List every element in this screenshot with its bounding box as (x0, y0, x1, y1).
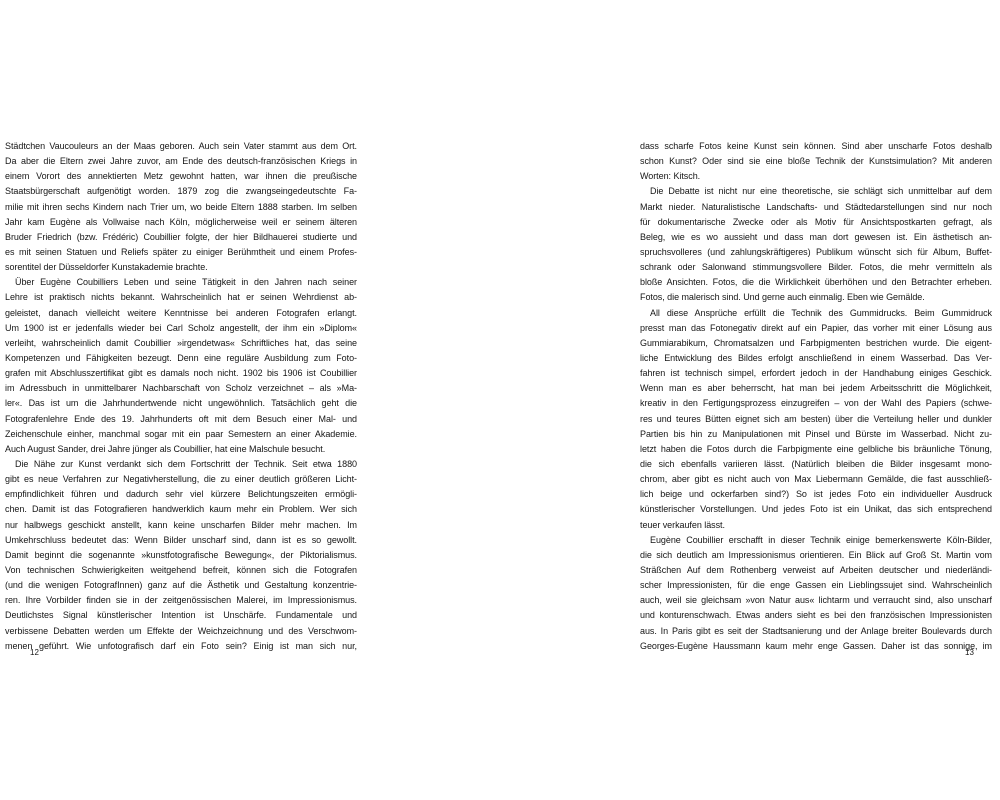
text-line: Markt nieder. Naturalistische Landschafts- und Städtedarstellungen sind nur noch (640, 201, 992, 212)
text-line: liche Entwicklung des Bildes erfolgt anschließend in einem Wasserbad. Das Ver- (640, 352, 992, 363)
text-line: die sich ebenfalls variieren lässt. (Natürlich bleiben die Bilder insgesamt mono- (640, 458, 992, 469)
text-line: Auch August Sander, drei Jahre jünger als Coubillier, hat eine Malschule besucht. (5, 443, 326, 454)
text-line: Jahr kam Eugène als Vollwaise nach Köln, möglicherweise weil er seinem älteren (5, 216, 357, 227)
text-line: auch, weil sie gleichsam »von Natur aus« lichtarm und verraucht sind, also unscharf (640, 595, 992, 606)
text-line: Bruder Friedrich (bzw. Frédéric) Coubillier folgte, der hier Bildhauerei studierte und (5, 231, 357, 242)
text-line: fahren ist technisch simpel, erfordert jedoch in der Handhabung einiges Geschick. (640, 368, 992, 379)
text-line: Die Debatte ist nicht nur eine theoretische, sie schlägt sich unmittelbar auf dem (650, 186, 992, 197)
page-number: 13 (965, 648, 974, 657)
right-page (500, 0, 1000, 800)
text-line: Von technischen Schwierigkeiten weitgehend befreit, können sich die Fotografen (5, 564, 357, 575)
text-line: (und die wenigen FotografInnen) ganz auf die Ästhetik und Gestaltung konzentrie- (5, 580, 357, 591)
text-line: empfindlichkeit führen und dadurch sehr viel kürzere Belichtungszeiten ermögli- (5, 489, 357, 500)
text-line: Sträßchen Auf dem Rothenberg verweist auf Arbeiten deutscher und niederländi- (640, 564, 992, 575)
text-line: res und teures Bütten eignet sich am besten) über die Verteilung heller und dunkler (640, 413, 992, 424)
text-line: Wenn man es aber beherrscht, hat man bei jedem Arbeitsschritt die Möglichkeit, (640, 383, 992, 394)
text-line: Eugène Coubillier erschafft in dieser Technik einige bemerkenswerte Köln-Bilder, (650, 534, 992, 545)
text-line: bloße Ansichten. Fotos, die die Wirklichkeit überhöhen und den Betrachter erheben. (640, 277, 992, 288)
text-line: Lehre ist praktisch nichts bekannt. Wahrscheinlich hat er seinen Wehrdienst ab- (5, 292, 357, 303)
text-line: Beleg, wie es wo aussieht und dass man dort gewesen ist. Ein ästhetisch an- (640, 231, 992, 242)
text-line: Damit beginnt die sogenannte »kunstfotografische Bewegung«, der Piktorialismus. (5, 549, 357, 560)
text-line: und konturenschwach. Etwas anders sieht es bei den französischen Impressionisten (640, 610, 992, 621)
text-line: Staatsbürgerschaft aufgenötigt worden. 1879 zog die zwangseingedeutschte Fa- (5, 186, 357, 197)
text-line: Fotos, die malerisch sind. Und gerne auch einmalig. Eben wie Gemälde. (640, 292, 925, 303)
text-line: gibt es neue Verfahren zur Negativherstellung, die zu einer deutlich größeren Licht- (5, 474, 357, 485)
text-line: spruchsvolleres (und zahlungskräftigeres) Publikum wünscht sich für Album, Buffet- (640, 246, 992, 257)
text-line: Umkehrschluss bedeutet das: Wenn Bilder unscharf sind, dann ist es so gewollt. (5, 534, 357, 545)
text-line: Über Eugène Coubilliers Leben und seine Tätigkeit in den Jahren nach seiner (15, 277, 357, 288)
text-line: aus. In Paris gibt es seit der Stadtsanierung und der Anlage breiter Boulevards durch (640, 625, 992, 636)
text-line: letzt haben die Fotos durch die Farbpigmente eine gelbliche bis bräunliche Tönung, (640, 443, 992, 454)
text-line: Da aber die Eltern zwei Jahre zuvor, am Ende des deutsch-französischen Kriegs in (5, 156, 357, 167)
text-line: milie mit ihren sechs Kindern nach Trier um, wo beide Eltern 1888 starben. Im selben (5, 201, 357, 212)
text-line: grafen mit Abschlusszertifikat gibt es damals noch nicht. 1902 bis 1906 ist Coubillier (5, 368, 357, 379)
text-line: schrank oder Salonwand stimmungsvollere Bilder. Fotos, die mehr vermitteln als (640, 262, 992, 273)
text-line: ler«. Das ist um die Jahrhundertwende nicht ungewöhnlich. Tatsächlich geht die (5, 398, 357, 409)
text-line: Städtchen Vaucouleurs an der Maas geboren. Auch sein Vater stammt aus dem Ort. (5, 141, 357, 151)
text-line: chrom, aber gibt es nicht auch von Max Liebermann Gemälde, die fast ausschließ- (640, 474, 992, 485)
left-text-column (5, 139, 357, 654)
text-line: einem Vorort des annektierten Metz gewohnt hatten, war ihnen die preußische (5, 171, 357, 182)
text-line: geleistet, danach vielleicht weitere Kenntnisse bei anderen Fotografen erlangt. (5, 307, 357, 318)
text-line: es mit seinen Statuen und Reliefs später zu einiger Berühmtheit und einem Profes- (5, 246, 357, 257)
text-line: im Adressbuch in unmittelbarer Nachbarschaft von Scholz verzeichnet – als »Ma- (5, 383, 357, 394)
text-line: Deutlichstes Signal künstlerischer Intention ist Unschärfe. Fundamentale und (5, 610, 357, 621)
text-line: Die Nähe zur Kunst verdankt sich dem Fortschritt der Technik. Seit etwa 1880 (15, 458, 357, 469)
text-line: kreativ in den Fertigungsprozess einzugreifen – von der Wahl des Papiers (schwe- (640, 398, 992, 409)
text-line: lich beige und ockerfarben sind?) So ist jedes Foto ein individueller Ausdruck (640, 489, 992, 500)
right-text-column (640, 139, 992, 654)
text-line: Partien bis hin zu Manipulationen mit Pinsel und Bürste im Wasserbad. Nicht zu- (640, 428, 992, 439)
text-line: nur halbwegs geschickt anstellt, kann keine unscharfen Bilder mehr machen. Im (5, 519, 357, 530)
text-line: verbissene Debatten werden um Effekte der Weichzeichnung und des Verschwom- (5, 625, 357, 636)
text-line: schon Kunst? Oder sind sie eine bloße Technik der Kunstsimulation? Mit anderen (640, 156, 992, 167)
text-line: sorentitel der Düsseldorfer Kunstakademie brachte. (5, 262, 208, 273)
text-line: verleiht, wahrscheinlich damit Coubillier »irgendetwas« Schriftliches hat, das seine (5, 337, 357, 348)
text-line: Gummiarabikum, Chromatsalzen und Farbpigmenten bestrichen wurde. Die eigent- (640, 337, 992, 348)
text-line: presst man das Fotonegativ direkt auf ein Papier, das vorher mit einer Lösung aus (640, 322, 992, 333)
text-line: teuer verkaufen lässt. (640, 519, 725, 530)
text-line: die sich deutlich am Impressionismus orientieren. Ein Blick auf Groß St. Martin vom (640, 549, 992, 560)
text-line: chen. Damit ist das Fotografieren handwerklich kaum mehr ein Problem. Wer sich (5, 504, 357, 515)
text-line: Um 1900 ist er jedenfalls wieder bei Carl Scholz angestellt, der ihm ein »Diplom« (5, 322, 357, 333)
text-line: scher Impressionisten, für die enge Gassen ein Lieblingssujet sind. Wahrscheinlich (640, 580, 992, 591)
text-line: für dokumentarische Zwecke oder als Motiv für Ansichtspostkarten gefragt, als (640, 216, 992, 227)
text-line: All diese Ansprüche erfüllt die Technik des Gummidrucks. Beim Gummidruck (650, 307, 992, 318)
text-line: Worten: Kitsch. (640, 171, 701, 182)
text-line: Georges-Eugène Haussmann kaum mehr enge Gassen. Daher ist das sonnige, im (640, 640, 992, 651)
text-line: Fotografenlehre Ende des 19. Jahrhunderts oft mit dem Besuch einer Mal- und (5, 413, 357, 424)
text-line: menen geführt. Wie unfotografisch darf ein Foto sein? Einig ist man sich nur, (5, 640, 357, 651)
text-line: künstlerischer Vorstellungen. Und jedes Foto ist ein Unikat, das sich entsprechend (640, 504, 992, 515)
text-line: Zeichenschule einher, manchmal sogar mit ein paar Semestern an einer Akademie. (5, 428, 357, 439)
text-line: ren. Ihre Vorbilder finden sie in der zeitgenössischen Malerei, im Impressionismus. (5, 595, 357, 606)
page-number: 12 (30, 648, 39, 657)
text-line: Kompetenzen und Fähigkeiten bezeugt. Denn eine reguläre Ausbildung zum Foto- (5, 352, 357, 363)
text-line: dass scharfe Fotos keine Kunst sein können. Sind aber unscharfe Fotos deshalb (640, 141, 992, 151)
